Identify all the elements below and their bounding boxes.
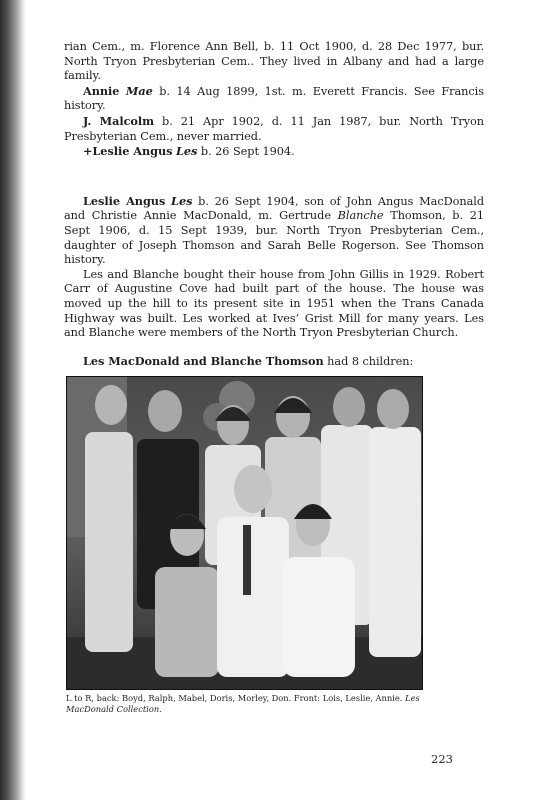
entry-annie [64, 84, 484, 114]
entry-florence-text: rian Cem., m. Florence Ann Bell, b. 11 Oct 1900, d. 28 Dec 1977, bur. North Tryon Presbyterian Cem.. They lived in Albany and had a large family. [64, 40, 484, 83]
entry-annie-name: Annie [83, 83, 120, 98]
entry-leslie-name: +Leslie Angus [83, 144, 173, 159]
bio-heading-nickname: Les [171, 193, 193, 208]
entry-leslie-nickname: Les [176, 144, 198, 159]
entry-florence [64, 40, 484, 84]
photo-caption-main: L to R, back: Boyd, Ralph, Mabel, Doris, Morley, Don. Front: Lois, Leslie, Annie. [66, 693, 406, 703]
children-heading-text: had 8 children: [323, 354, 414, 368]
entry-leslie-text: b. 26 Sept 1904. [197, 145, 295, 159]
entry-malcolm-name: J. Malcolm [83, 113, 155, 128]
entry-annie-text: b. 14 Aug 1899, 1st. m. Everett Francis. See Francis history. [64, 84, 484, 113]
entry-leslie [64, 144, 484, 160]
bio-p1-b: Thomson, b. 21 Sept 1906, d. 15 Sept 1939, bur. North Tryon Presbyterian Cem., daughter of Joseph Thomson and Sarah Belle Rogerson. See Thomson history. [64, 209, 484, 267]
bio-p1-a: b. 26 Sept 1904, son of John Angus MacDonald and Christie Annie MacDonald, m. Gertrude [64, 194, 485, 223]
photo-caption-credit: Les MacDonald Collection. [66, 693, 420, 714]
bio-heading-name: Leslie Angus [83, 193, 166, 208]
photo-caption [66, 693, 426, 715]
bio-p1-wife-nickname: Blanche [337, 209, 384, 223]
children-heading [64, 354, 484, 370]
children-heading-name: Les MacDonald and Blanche Thomson [83, 353, 324, 368]
entry-malcolm [64, 114, 484, 144]
bio-p2-text: Les and Blanche bought their house from John Gillis in 1929. Robert Carr of Augustine Cove had built part of the house. The house was moved up the hill to its present site in 1951 when the Trans Canada Highway was built. Les worked at Ives’ Grist Mill for many years. Les and Blanche were members of the North Tryon Presbyterian Church. [64, 267, 484, 340]
binding-shadow [0, 0, 26, 800]
page-number: 223 [431, 752, 453, 766]
family-photo [66, 376, 423, 690]
page-text [64, 40, 484, 369]
bio-paragraph-1 [64, 194, 484, 268]
entry-annie-nickname: Mae [125, 83, 153, 98]
bio-paragraph-2 [64, 268, 484, 341]
entry-malcolm-text: b. 21 Apr 1902, d. 11 Jan 1987, bur. North Tryon Presbyterian Cem., never married. [64, 114, 484, 143]
